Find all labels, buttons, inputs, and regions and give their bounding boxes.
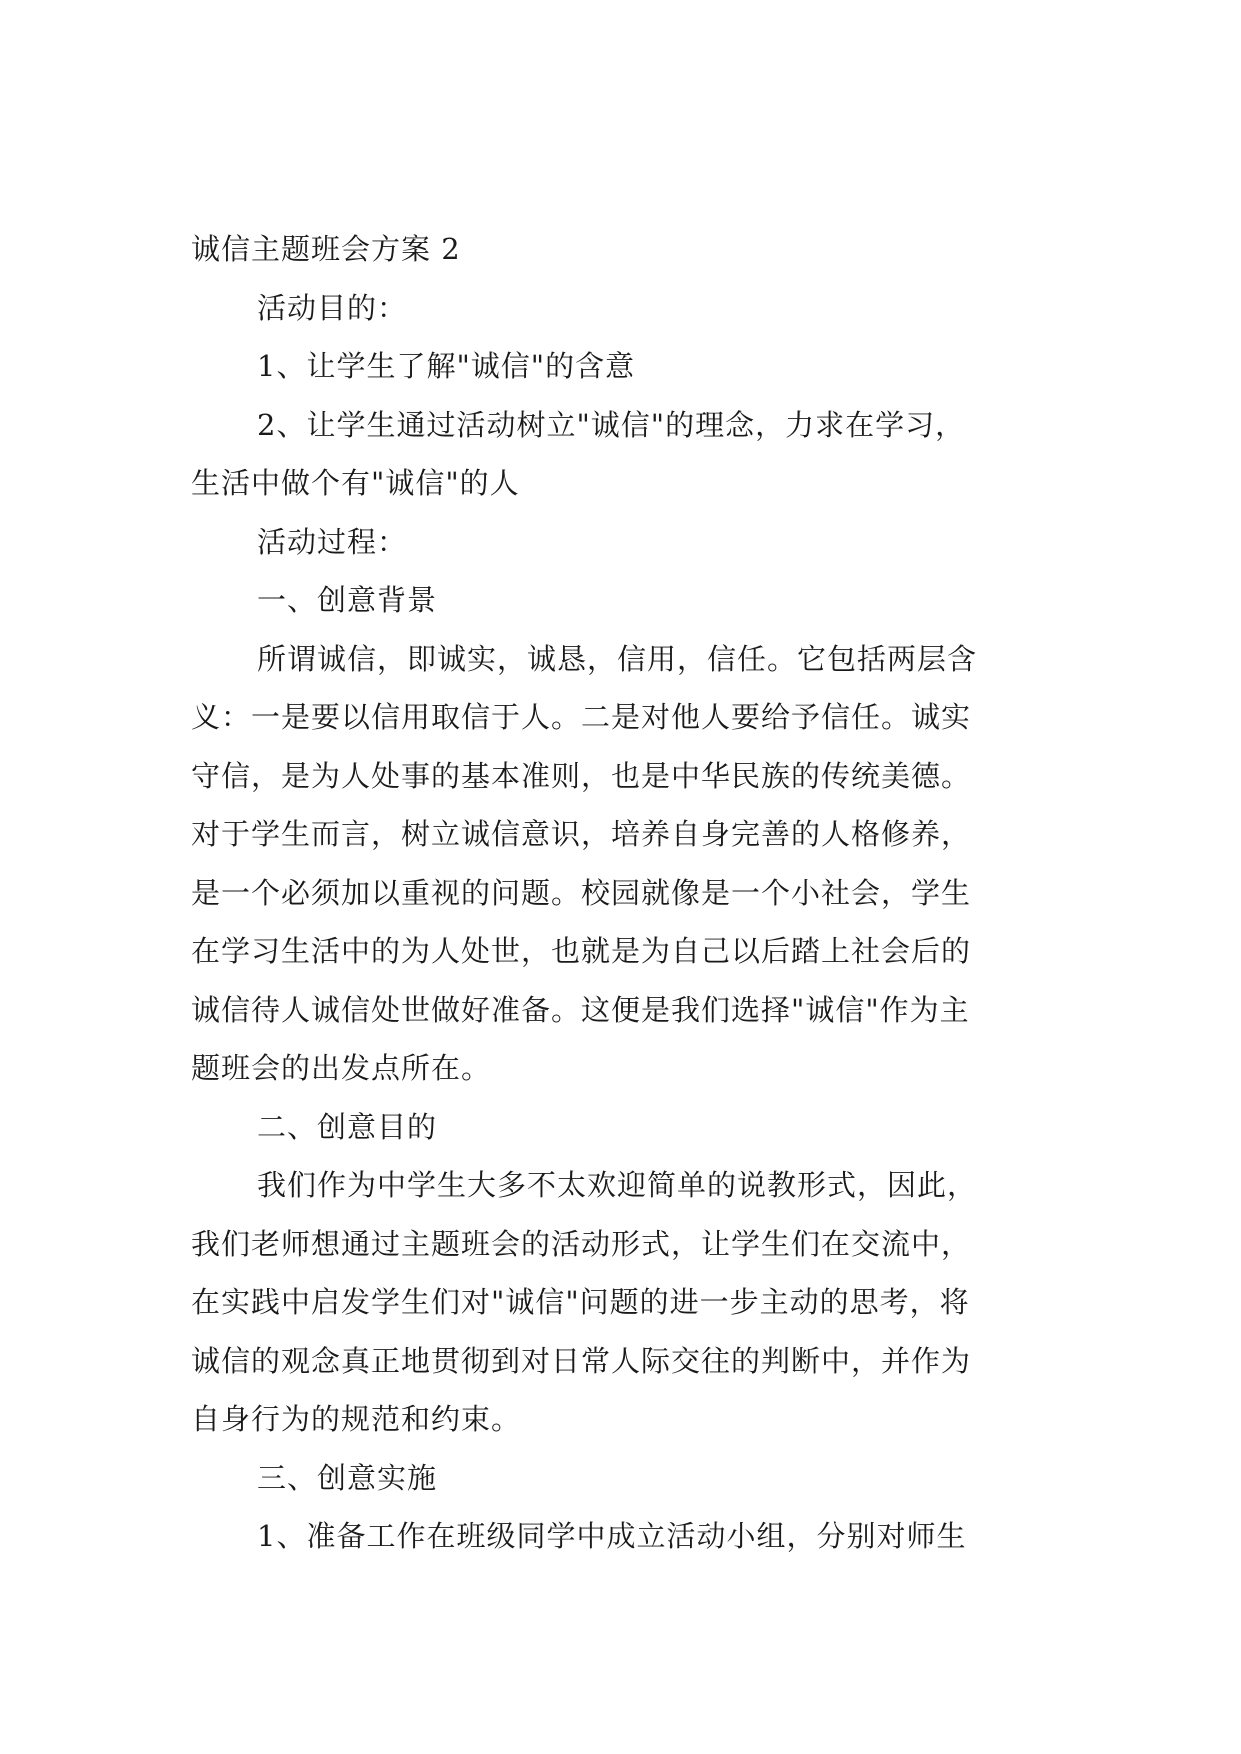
process-heading: 活动过程：	[257, 524, 408, 559]
section-1-line: 所谓诚信，即诚实，诚恳，信用，信任。它包括两层含	[257, 641, 978, 676]
section-3-item-1: 1、准备工作在班级同学中成立活动小组，分别对师生	[257, 1519, 967, 1553]
document-title: 诚信主题班会方案 2	[191, 232, 461, 266]
purpose-item-2-line-1: 2、让学生通过活动树立"诚信"的理念，力求在学习，	[257, 407, 966, 442]
section-1-line: 诚信待人诚信处世做好准备。这便是我们选择"诚信"作为主	[191, 992, 970, 1027]
purpose-heading: 活动目的：	[257, 290, 408, 325]
section-1-line: 是一个必须加以重视的问题。校园就像是一个小社会，学生	[191, 875, 972, 910]
purpose-item-2-line-2: 生活中做个有"诚信"的人	[191, 466, 520, 500]
section-2-line: 诚信的观念真正地贯彻到对日常人际交往的判断中，并作为	[191, 1343, 972, 1378]
section-1-line: 义：一是要以信用取信于人。二是对他人要给予信任。诚实	[191, 700, 972, 734]
purpose-item-1: 1、让学生了解"诚信"的含意	[257, 349, 636, 383]
section-1-line: 题班会的出发点所在。	[191, 1051, 492, 1085]
section-1-line: 在学习生活中的为人处世，也就是为自己以后踏上社会后的	[191, 934, 972, 968]
section-2-line: 我们作为中学生大多不太欢迎简单的说教形式，因此，	[257, 1168, 978, 1202]
section-2-line: 在实践中启发学生们对"诚信"问题的进一步主动的思考，将	[191, 1285, 970, 1319]
section-2-line: 自身行为的规范和约束。	[191, 1402, 522, 1436]
section-1-heading: 一、创意背景	[257, 583, 438, 617]
document-body	[191, 220, 1056, 1566]
section-1-line: 守信，是为人处事的基本准则，也是中华民族的传统美德。	[191, 758, 972, 793]
section-3-heading: 三、创意实施	[257, 1460, 438, 1495]
section-1-line: 对于学生而言，树立诚信意识，培养自身完善的人格修养，	[191, 817, 972, 851]
section-2-line: 我们老师想通过主题班会的活动形式，让学生们在交流中，	[191, 1226, 972, 1261]
section-2-heading: 二、创意目的	[257, 1109, 438, 1144]
